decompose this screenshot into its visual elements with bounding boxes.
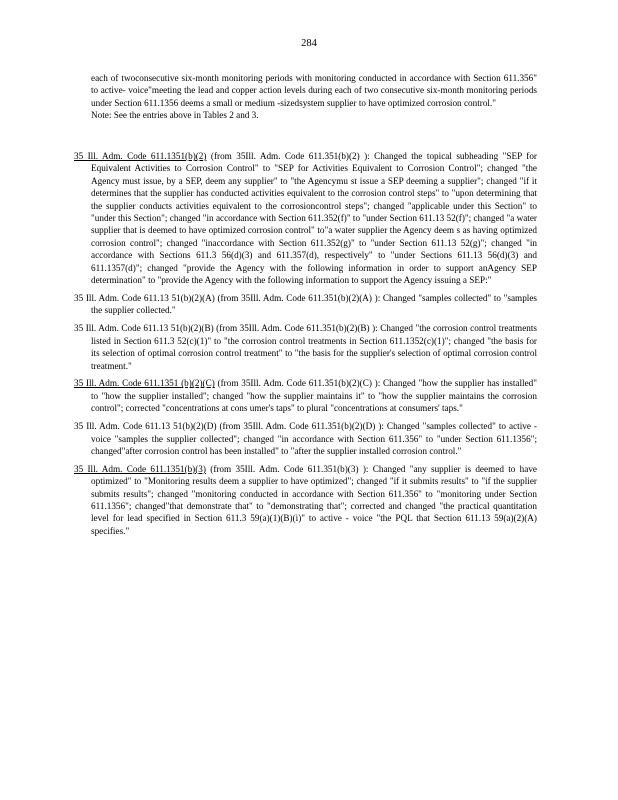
entry-1351-b-2-b: [74, 322, 537, 372]
intro-note: Note: See the entries above in Tables 2 and 3.: [91, 110, 259, 121]
entry-1351-b-2-d: [74, 420, 537, 457]
entry-1351-b-2-a: [74, 292, 537, 317]
entry-body: (from 35Ill. Adm. Code 611.351(b)(2)(C) ): Changed "how the supplier has installed" to "how the supplier installed"; changed "how the supplier maintains it" to "how the supplier maintains the corrosion control"; corrected "concentrations at cons umer's taps" to plural "concentrations at consumers' taps.": [91, 378, 538, 414]
entry-body: (from 35Ill. Adm. Code 611.351(b)(2)(B) ): Changed "the corrosion control treatments listed in Section 611.3 52(c)(1)" to "the corrosion control treatments in Section 611.1352(c)(1)"; changed "the basis for its selection of optimal corrosion control treatment" to "the basis for the supplier's selection of optimal corrosion control treatment.": [91, 323, 537, 371]
entry-1351-b-2: [74, 150, 537, 286]
entry-citation: 35 Ill. Adm. Code 611.1351(b)(2): [74, 151, 207, 161]
entry-citation: 35 Ill. Adm. Code 611.1351 (b)(2)(C): [74, 378, 215, 389]
entries-list: [74, 150, 537, 543]
entry-body: (from 35Ill. Adm. Code 611.351(b)(2)(D) ): Changed "samples collected" to active -voice "samples the supplier collected"; changed "in accordance with Section 611.356" to "under Section 611.1356"; changed"after corrosion control has been installed" to "after the supplier installed corrosion control.": [91, 421, 537, 456]
entry-citation: 35 Ill. Adm. Code 611.13 51(b)(2)(A): [74, 292, 215, 303]
entry-citation: 35 Ill. Adm. Code 611.13 51(b)(2)(D): [74, 421, 217, 432]
entry-body: (from 35Ill. Adm. Code 611.351(b)(2)(A) ): Changed "samples collected" to "samples the supplier collected.": [91, 292, 537, 316]
intro-continuation: [91, 72, 537, 122]
entry-1351-b-2-c: [74, 377, 537, 414]
entry-body: (from 35Ill. Adm. Code 611.351(b)(2) ): Changed the topical subheading "SEP for Equivalent Activities to Corrosion Control" to "SEP for Activities Equivalent to Corrosion Control"; changed "the Agency must issue, by a SEP, deem any supplier" to "the Agencymu st issue a SEP deeming a supplier"; changed "if it determines that the supplier has conducted activities equivalent to the corrosion control steps" to "upon determining that the supplier conducts activities equivalent to the corrosioncontrol steps"; changed "applicable under this Section" to "under this Section"; changed "in accordance with Section 611.352(f)" to "under Section 611.13 52(f)"; changed "a water supplier that is deemed to have optimized corrosion control" to"a water supplier the Agency deem s as having optimized corrosion control"; changed "inaccordance with Section 611.352(g)" to "under Section 611.13 52(g)"; changed "in accordance with Sections 611.3 56(d)(3) and 611.357(d), respectively" to "under Sections 611.13 56(d)(3) and 611.1357(d)"; changed "provide the Agency with the following information in order to support anAgency SEP determination" to "provide the Agency with the following information to support the Agency issuing a SEP:": [91, 151, 537, 286]
entry-1351-b-3: [74, 463, 537, 537]
entry-body: (from 35Ill. Adm. Code 611.351(b)(3) ): Changed "any supplier is deemed to have optimized" to "Monitoring results deem a supplier to have optimized"; changed "if it submits results" to "if the supplier submits results"; changed "monitoring conducted in accordance with Section 611.356" to "monitoring under Section 611.1356"; changed"that demonstrate that" to "demonstrating that"; corrected and changed "the practical quantitation level for lead specified in Section 611.3 59(a)(1)(B)(i)" to active - voice "the PQL that Section 611.13 59(a)(2)(A) specifies.": [91, 463, 537, 536]
entry-citation: 35 Ill. Adm. Code 611.1351(b)(3): [74, 463, 206, 474]
intro-text: each of twoconsecutive six-month monitoring periods with monitoring conducted in accordance with Section 611.356" to active- voice"meeting the lead and copper action levels during each of two consecutive six-month monitoring periods under Section 611.1356 deems a small or medium -sizedsystem supplier to have optimized corrosion control.": [91, 73, 537, 108]
page-number: 284: [301, 38, 317, 49]
entry-citation: 35 Ill. Adm. Code 611.13 51(b)(2)(B): [74, 323, 214, 334]
